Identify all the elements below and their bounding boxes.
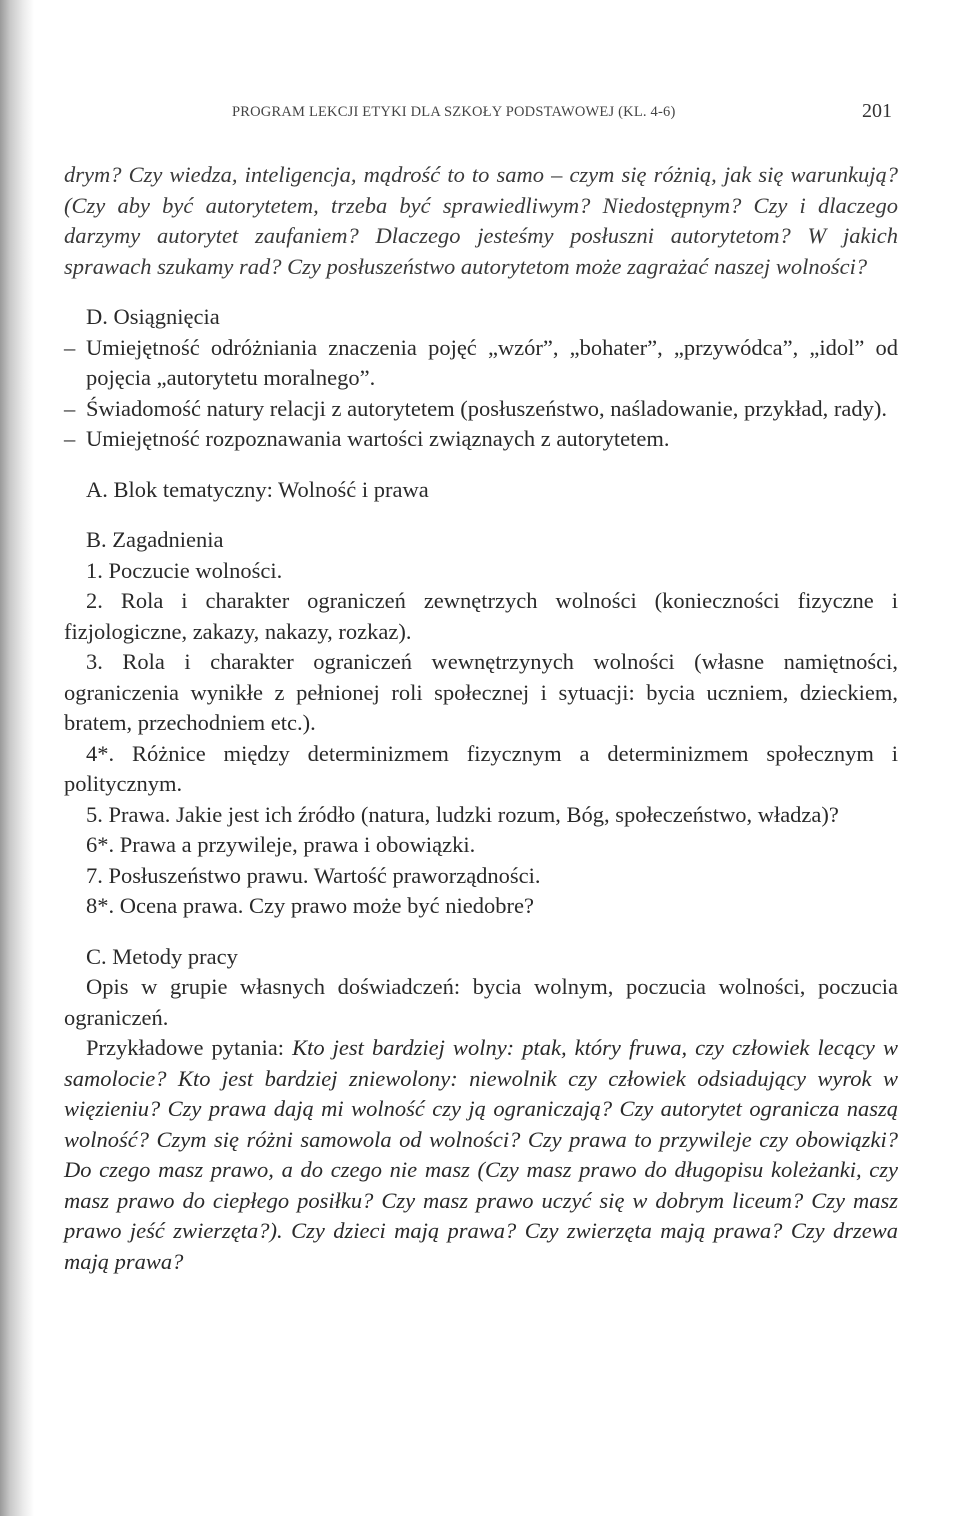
intro-questions: drym? Czy wiedza, inteligencja, mądrość to to samo – czym się różnią, jak się warunkują? (Czy aby być autorytetem, trzeba być sprawiedliwym? Niedostępnym? Czy i dlaczego darzymy autorytet zaufaniem? Dlaczego jesteśmy posłuszni autorytetom? W jakich sprawach szukamy rad? Czy posłuszeństwo autorytetom może zagrażać naszej wolności? (64, 162, 898, 279)
section-b-item: 8*. Ocena prawa. Czy prawo może być niedobre? (86, 893, 534, 918)
section-d-item (64, 424, 898, 455)
example-questions-lead: Przykładowe pytania: (86, 1035, 293, 1060)
running-head: PROGRAM LEKCJI ETYKI DLA SZKOŁY PODSTAWOWEJ (KL. 4-6) (232, 104, 676, 120)
dash-bullet: – (64, 395, 76, 421)
page-number: 201 (862, 100, 892, 122)
section-c-example-questions (64, 1033, 898, 1277)
section-b-item: 6*. Prawa a przywileje, prawa i obowiązki. (86, 832, 476, 857)
section-b-item: 3. Rola i charakter ograniczeń wewnętrzynych wolności (własne namiętności, ograniczenia wynikłe z pełnionej roli społecznej i sytuacji: bycia uczniem, dzieckiem, bratem, przechodniem etc.). (64, 649, 898, 735)
section-b-item: 4*. Różnice między determinizmem fizycznym a determinizmem społecznym i politycznym. (64, 740, 898, 796)
section-d-item-text: Umiejętność rozpoznawania wartości związnaych z autorytetem. (86, 426, 670, 451)
section-d-item (64, 394, 898, 425)
section-d-item-text: Umiejętność odróżniania znaczenia pojęć „wzór”, „bohater”, „przywódca”, „idol” od pojęcia „autorytetu moralnego”. (86, 334, 898, 390)
dash-bullet: – (64, 426, 76, 451)
section-b-item: 7. Posłuszeństwo prawu. Wartość praworządności. (86, 862, 541, 888)
page-content (64, 160, 898, 1277)
section-c-paragraph: Opis w grupie własnych doświadczeń: bycia wolnym, poczucia wolności, poczucia ograniczeń. (64, 974, 898, 1030)
section-d-item (64, 333, 898, 394)
example-questions-text: Kto jest bardziej wolny: ptak, który fruwa, czy człowiek lecący w samolocie? Kto jest bardziej zniewolony: niewolnik czy człowiek odsiadujący wyrok w więzieniu? Czy prawa dają mi wolność czy ją ograniczają? Czy autorytet ogranicza naszą wolność? Czym się różni samowola od wolności? Czy prawa to przywileje czy obowiązki? Do czego masz prawo, a do czego nie masz (Czy masz prawo do długopisu koleżanki, czy masz prawo do ciepłego posiłku? Czy masz prawo uczyć się w dobrym liceum? Czy masz prawo jeść zwierzęta?). Czy dzieci mają prawa? Czy zwierzęta mają prawa? Czy drzewa mają prawa? (64, 1035, 898, 1274)
section-c-heading: C. Metody pracy (86, 943, 238, 969)
section-a-heading: A. Blok tematyczny: Wolność i prawa (86, 476, 429, 502)
section-b-item: 5. Prawa. Jakie jest ich źródło (natura, ludzki rozum, Bóg, społeczeństwo, władza)? (86, 801, 839, 827)
page-header (232, 100, 892, 130)
section-b-item: 2. Rola i charakter ograniczeń zewnętrzych wolności (konieczności fizyczne i fizjologiczne, zakazy, nakazy, rozkaz). (64, 588, 898, 644)
section-d-heading: D. Osiągnięcia (86, 304, 220, 329)
section-b-heading: B. Zagadnienia (86, 527, 224, 552)
section-d-item-text: Świadomość natury relacji z autorytetem (posłuszeństwo, naśladowanie, przykład, rady). (86, 395, 888, 421)
section-b-item: 1. Poczucie wolności. (86, 557, 283, 583)
dash-bullet: – (64, 334, 76, 360)
